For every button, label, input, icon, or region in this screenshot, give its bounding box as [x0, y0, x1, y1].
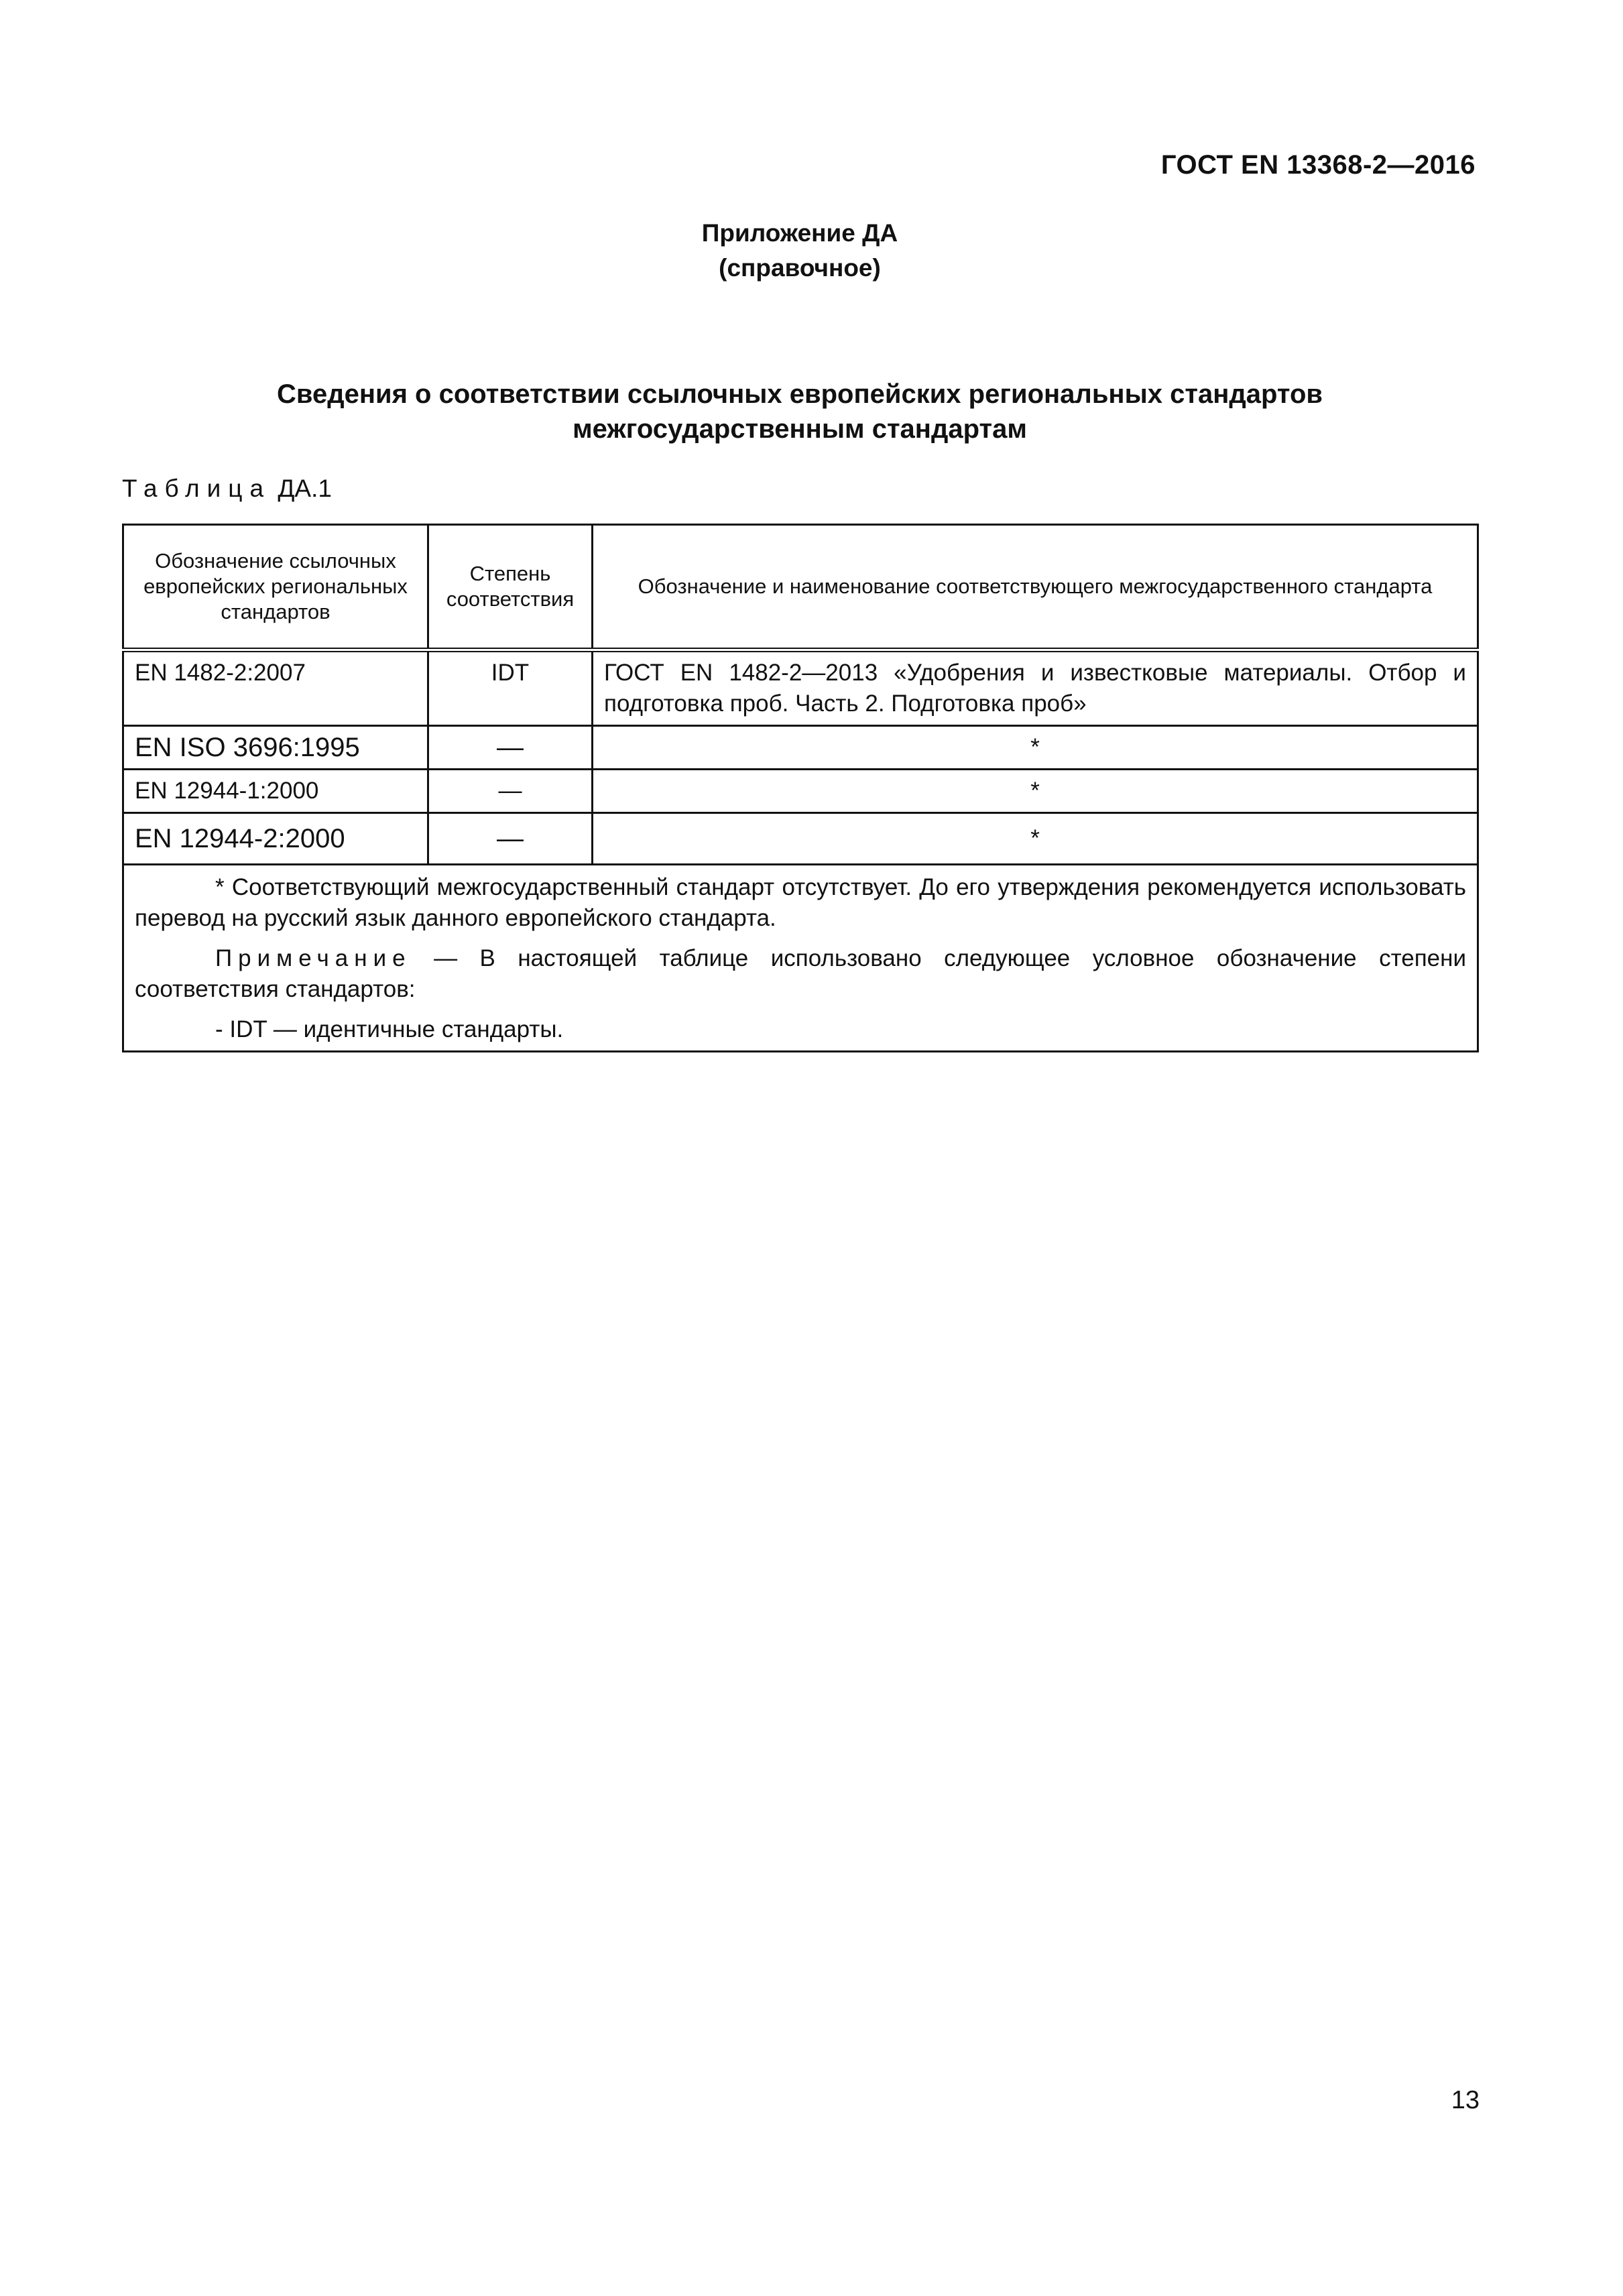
cell-degree: — [428, 770, 593, 813]
table-footnote-row [123, 865, 1478, 1052]
cell-reference: EN 12944-2:2000 [123, 813, 428, 865]
cell-standard: ГОСТ EN 1482-2—2013 «Удобрения и известковые материалы. Отбор и подготовка проб. Часть 2. Подготовка проб» [593, 650, 1478, 726]
cell-degree: — [428, 813, 593, 865]
cell-standard: * [593, 813, 1478, 865]
footnote-text: * Соответствующий межгосударственный стандарт отсутствует. До его утверждения рекомендуется использовать перевод на русский язык данного европейского стандарта. [135, 874, 1466, 931]
table-row [123, 770, 1478, 813]
page-number: 13 [1451, 2086, 1480, 2114]
header-reference: Обозначение ссылочных европейских региональных стандартов [123, 525, 428, 650]
correspondence-table [122, 524, 1479, 1052]
note-word: Примечание [215, 945, 412, 971]
note-paragraph [135, 943, 1466, 1005]
document-code: ГОСТ EN 13368-2—2016 [1160, 150, 1476, 180]
table-row [123, 650, 1478, 726]
appendix-heading [0, 216, 1600, 286]
cell-reference: EN 1482-2:2007 [123, 650, 428, 726]
note-text: — В настоящей таблице использовано следующее условное обозначение степени соответствия стандартов: [135, 945, 1466, 1002]
table-label [122, 475, 332, 503]
table-footnote-cell [123, 865, 1478, 1052]
section-title [0, 377, 1600, 446]
cell-standard: * [593, 770, 1478, 813]
section-title-line2: межгосударственным стандартам [573, 414, 1027, 444]
table-header-row [123, 525, 1478, 650]
note-item: - IDT — идентичные стандарты. [215, 1016, 564, 1042]
table-row [123, 813, 1478, 865]
cell-degree: IDT [428, 650, 593, 726]
cell-standard: * [593, 726, 1478, 770]
header-degree: Степень соответствия [428, 525, 593, 650]
table-label-word: Таблица [122, 475, 272, 502]
table-label-number: ДА.1 [278, 475, 332, 502]
section-title-line1: Сведения о соответствии ссылочных европейских региональных стандартов [277, 379, 1323, 409]
appendix-subtitle: (справочное) [719, 254, 881, 282]
table-row [123, 726, 1478, 770]
header-standard: Обозначение и наименование соответствующего межгосударственного стандарта [593, 525, 1478, 650]
cell-degree: — [428, 726, 593, 770]
appendix-title: Приложение ДА [701, 219, 898, 247]
cell-reference: EN ISO 3696:1995 [123, 726, 428, 770]
cell-reference: EN 12944-1:2000 [123, 770, 428, 813]
